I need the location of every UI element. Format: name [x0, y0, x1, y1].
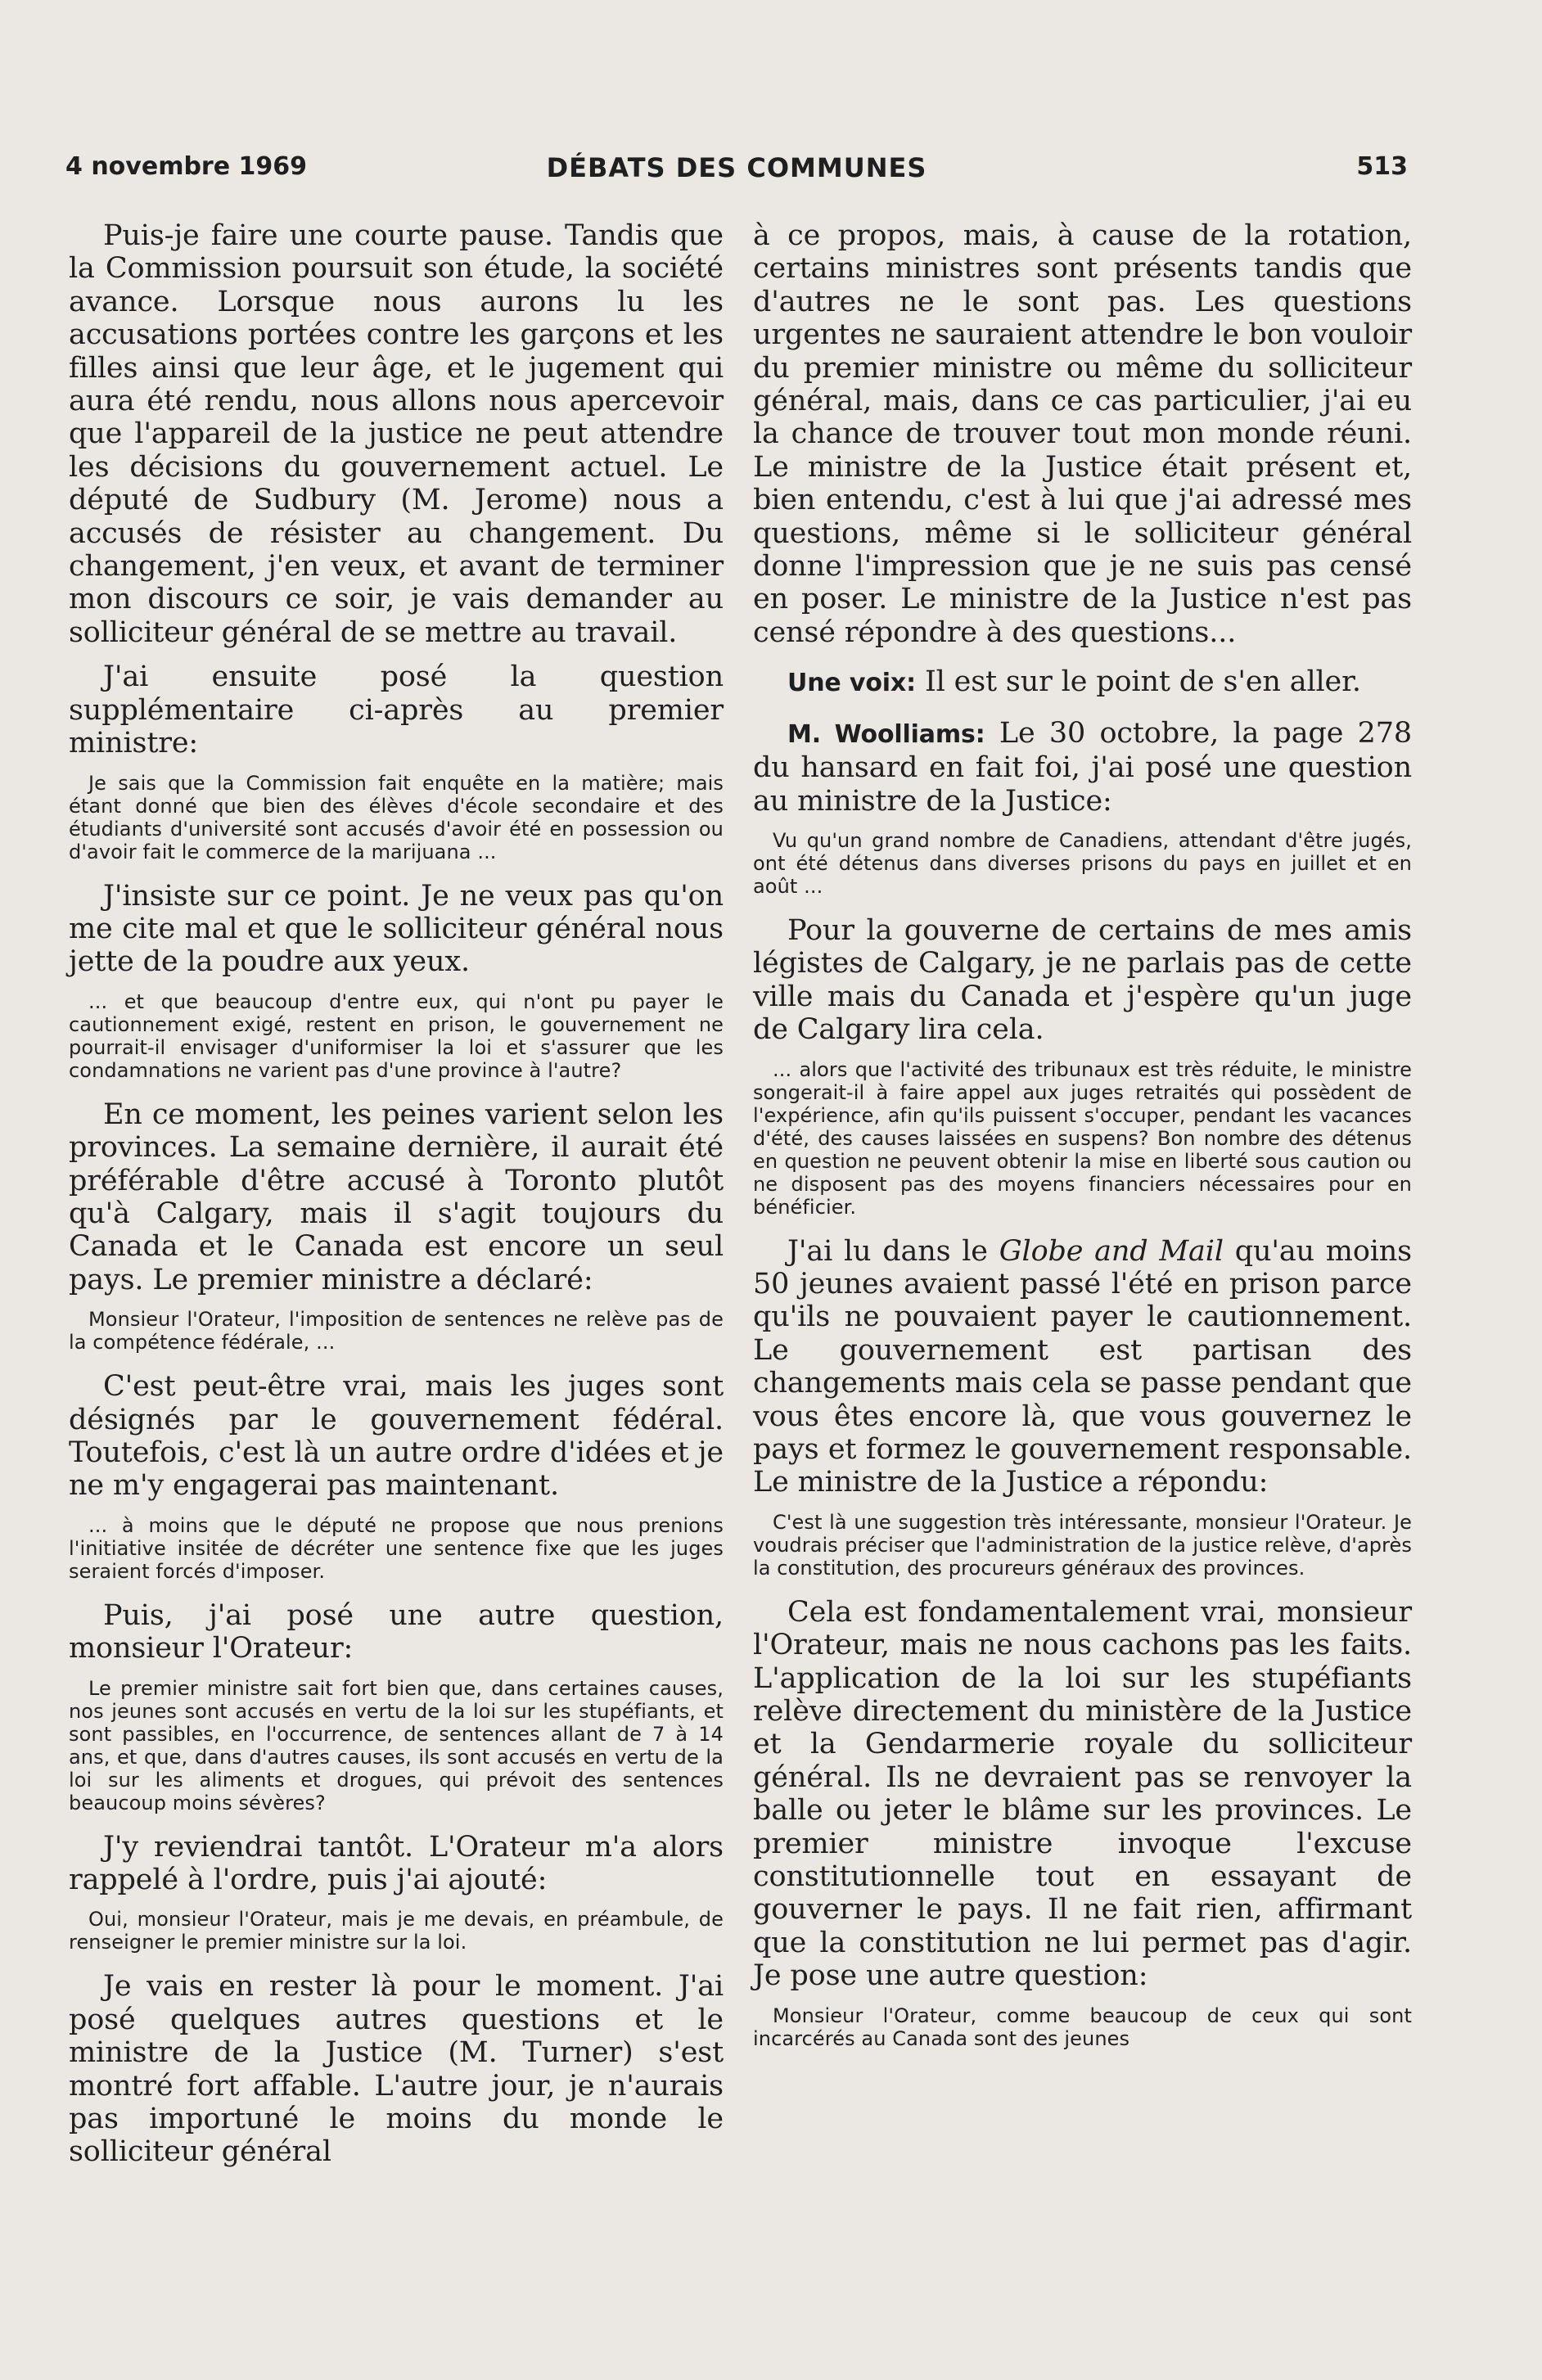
quotation: Oui, monsieur l'Orateur, mais je me devais, en préambule, de renseigner le premier ministre sur la loi.	[69, 1908, 724, 1954]
speaker-paragraph	[753, 665, 1412, 700]
paragraph: En ce moment, les peines varient selon les provinces. La semaine dernière, il aurait été préférable d'être accusé à Toronto plutôt qu'à Calgary, mais il s'agit toujours du Canada et le Canada est encore un seul pays. Le premier ministre a déclaré:	[69, 1098, 724, 1296]
paragraph: J'insiste sur ce point. Je ne veux pas qu'on me cite mal et que le solliciteur général nous jette de la poudre aux yeux.	[69, 879, 724, 979]
left-column	[69, 219, 724, 2169]
speaker-name: Une voix:	[787, 669, 916, 698]
page-number: 513	[1356, 152, 1408, 181]
paragraph: Cela est fondamentalement vrai, monsieur l'Orateur, mais ne nous cachons pas les faits. L'application de la loi sur les stupéfiants relève directement du ministère de la Justice et la Gendarmerie royale du solliciteur général. Ils ne devraient pas se renvoyer la balle ou jeter le blâme sur les provinces. Le premier ministre invoque l'excuse constitutionnelle tout en essayant de gouverner le pays. Il ne fait rien, affirmant que la constitution ne lui permet pas d'agir. Je pose une autre question:	[753, 1595, 1412, 1993]
paragraph: Puis, j'ai posé une autre question, monsieur l'Orateur:	[69, 1598, 724, 1666]
quotation: Je sais que la Commission fait enquête en la matière; mais étant donné que bien des élèves d'école secondaire et des étudiants d'université sont accusés d'avoir été en possession ou d'avoir fait le commerce de la marijuana ...	[69, 771, 724, 863]
quotation: ... et que beaucoup d'entre eux, qui n'ont pu payer le cautionnement exigé, restent en prison, le gouvernement ne pourrait-il envisager d'uniformiser la loi et s'assurer que les condamnations ne varient pas d'une province à l'autre?	[69, 989, 724, 1082]
paragraph: J'ai ensuite posé la question supplémentaire ci-après au premier ministre:	[69, 660, 724, 760]
right-column	[753, 219, 1412, 2050]
quotation: Le premier ministre sait fort bien que, dans certaines causes, nos jeunes sont accusés en vertu de la loi sur les stupéfiants, et sont passibles, en l'occurrence, de sentences allant de 7 à 14 ans, et que, dans d'autres causes, ils sont accusés en vertu de la loi sur les aliments et drogues, qui prévoit des sentences beaucoup moins sévères?	[69, 1676, 724, 1814]
page-header	[65, 152, 1408, 193]
header-date: 4 novembre 1969	[65, 152, 308, 181]
quotation: ... à moins que le député ne propose que nous prenions l'initiative insitée de décréter une sentence fixe que les juges seraient forcés d'imposer.	[69, 1513, 724, 1583]
paragraph: Pour la gouverne de certains de mes amis légistes de Calgary, je ne parlais pas de cette ville mais du Canada et j'espère qu'un juge de Calgary lira cela.	[753, 913, 1412, 1047]
paragraph: Je vais en rester là pour le moment. J'ai posé quelques autres questions et le ministre de la Justice (M. Turner) s'est montré fort affable. L'autre jour, je n'aurais pas importuné le moins du monde le solliciteur général	[69, 1970, 724, 2169]
paragraph: C'est peut-être vrai, mais les juges sont désignés par le gouvernement fédéral. Toutefois, c'est là un autre ordre d'idées et je ne m'y engagerai pas maintenant.	[69, 1370, 724, 1503]
quotation: Monsieur l'Orateur, comme beaucoup de ceux qui sont incarcérés au Canada sont des jeunes	[753, 2004, 1412, 2050]
quotation: ... alors que l'activité des tribunaux est très réduite, le ministre songerait-il à faire appel aux juges retraités qui possèdent de l'expérience, afin qu'ils puissent s'occuper, pendant les vacances d'été, des causes laissées en suspens? Bon nombre des détenus en question ne peuvent obtenir la mise en liberté sous caution ou ne disposent pas des moyens financiers nécessaires pour en bénéficier.	[753, 1057, 1412, 1219]
speaker-name: M. Woolliams:	[787, 719, 985, 749]
quotation: Vu qu'un grand nombre de Canadiens, attendant d'être jugés, ont été détenus dans diverses prisons du pays en juillet et en août ...	[753, 828, 1412, 898]
paragraph	[753, 1235, 1412, 1499]
header-title: DÉBATS DES COMMUNES	[546, 152, 927, 183]
speaker-text: Il est sur le point de s'en aller.	[915, 665, 1361, 699]
speaker-text: Le 30 octobre, la page 278 du hansard en fait foi, j'ai posé une question au ministre de la Justice:	[753, 716, 1412, 818]
paragraph: Puis-je faire une courte pause. Tandis que la Commission poursuit son étude, la société avance. Lorsque nous aurons lu les accusations portées contre les garçons et les filles ainsi que leur âge, et le jugement qui aura été rendu, nous allons nous apercevoir que l'appareil de la justice ne peut attendre les décisions du gouvernement actuel. Le député de Sudbury (M. Jerome) nous a accusés de résister au changement. Du changement, j'en veux, et avant de terminer mon discours ce soir, je vais demander au solliciteur général de se mettre au travail.	[69, 219, 724, 649]
paragraph: J'y reviendrai tantôt. L'Orateur m'a alors rappelé à l'ordre, puis j'ai ajouté:	[69, 1830, 724, 1896]
paragraph: à ce propos, mais, à cause de la rotation, certains ministres sont présents tandis que d'autres ne le sont pas. Les questions urgentes ne sauraient attendre le bon vouloir du premier ministre ou même du solliciteur général, mais, dans ce cas particulier, j'ai eu la chance de trouver tout mon monde réuni. Le ministre de la Justice était présent et, bien entendu, c'est à lui que j'ai adressé mes questions, même si le solliciteur général donne l'impression que je ne suis pas censé en poser. Le ministre de la Justice n'est pas censé répondre à des questions...	[753, 219, 1412, 649]
text-run: qu'au moins 50 jeunes avaient passé l'été en prison parce qu'ils ne pouvaient payer le cautionnement. Le gouvernement est partisan des changements mais cela se passe pendant que vous êtes encore là, que vous gouvernez le pays et formez le gouvernement responsable. Le ministre de la Justice a répondu:	[753, 1234, 1412, 1499]
newspaper-title: Globe and Mail	[999, 1234, 1224, 1268]
speaker-paragraph	[753, 717, 1412, 818]
quotation: C'est là une suggestion très intéressante, monsieur l'Orateur. Je voudrais préciser que l'administration de la justice relève, d'après la constitution, des procureurs généraux des provinces.	[753, 1510, 1412, 1580]
text-run: J'ai lu dans le	[787, 1234, 999, 1268]
quotation: Monsieur l'Orateur, l'imposition de sentences ne relève pas de la compétence fédérale, ...	[69, 1308, 724, 1355]
